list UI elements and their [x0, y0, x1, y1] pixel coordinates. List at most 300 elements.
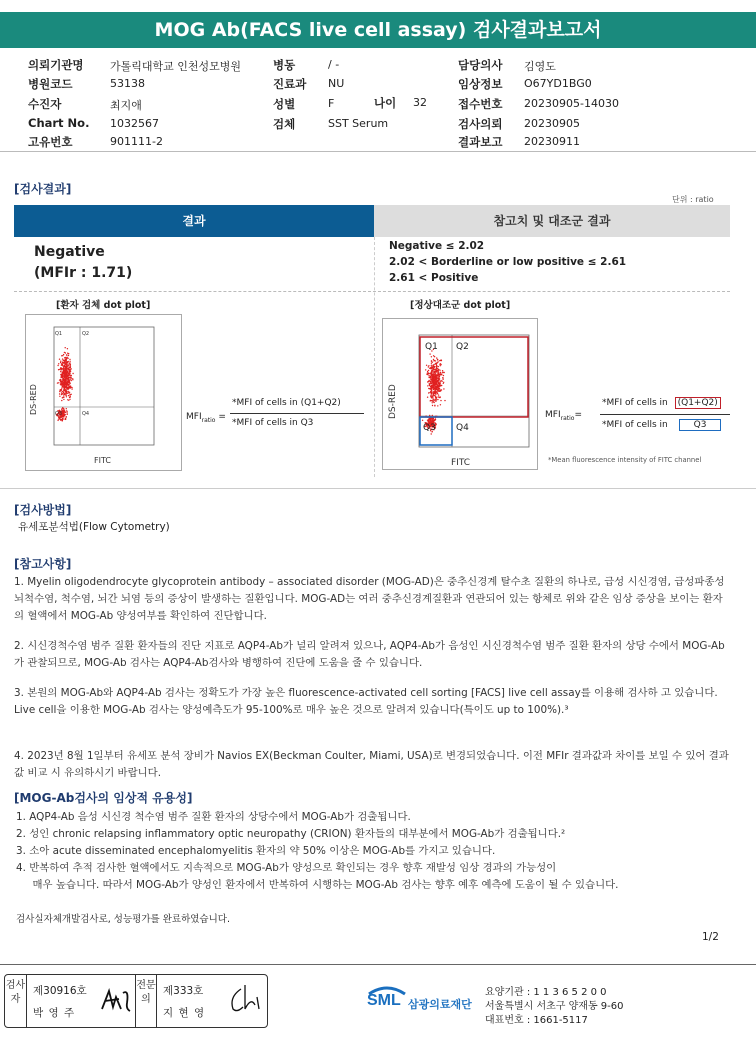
dot — [435, 386, 436, 387]
dot — [434, 390, 435, 391]
result-heading: [검사결과] — [14, 182, 72, 196]
info-value: 901111-2 — [110, 135, 163, 148]
dot — [428, 392, 429, 393]
dot — [64, 388, 65, 389]
dot — [65, 347, 66, 348]
dot — [435, 395, 436, 396]
dot — [68, 353, 69, 354]
patient-dot-plot-frame — [25, 314, 182, 471]
dot — [432, 415, 433, 416]
result-mfir: (MFIr : 1.71) — [34, 265, 133, 281]
dot — [440, 400, 441, 401]
validation-note: 검사실자체개발검사로, 성능평가를 완료하였습니다. — [16, 914, 230, 925]
dot — [67, 387, 68, 388]
dot — [67, 348, 68, 349]
dot — [433, 419, 434, 420]
dot — [68, 377, 69, 378]
dot — [429, 383, 430, 384]
dot — [430, 385, 431, 386]
note-1: 1. Myelin oligodendrocyte glycoprotein antibody – associated disorder (MOG-AD)은 중추신경계 탈수초 질환의 하나로, 급성 시신경염, 급성파종성 뇌척수염, 척수염, 뇌간 뇌염 등의 증상이 발생하는 질환입니다. MOG-AD는 여러 중추신경계질환과 연관되어 있는 항체로 위와 같은 임상 증상을 보이는 환자의 혈액에서 MOG-Ab 양성여부를 확인하여 진단합니다. — [14, 576, 725, 622]
dot — [433, 377, 434, 378]
dot — [66, 416, 67, 417]
dot — [69, 361, 70, 362]
dot — [64, 366, 65, 367]
tester-label: 검사자 — [5, 975, 27, 1027]
control-q1: Q1 — [425, 342, 438, 352]
dot — [69, 399, 70, 400]
dot — [437, 362, 438, 363]
info-key: 진료과 — [273, 77, 307, 91]
dot — [66, 364, 67, 365]
dot — [61, 375, 62, 376]
dot — [433, 379, 434, 380]
dot — [431, 368, 432, 369]
dot — [67, 362, 68, 363]
dot — [434, 393, 435, 394]
dot — [58, 369, 59, 370]
dot — [68, 375, 69, 376]
dot — [442, 379, 443, 380]
dot — [65, 380, 66, 381]
dot — [70, 369, 71, 370]
tester-name: 박 영 주 — [33, 1007, 76, 1019]
dot — [57, 365, 58, 366]
dot — [61, 369, 62, 370]
sml-logo-text: SML — [367, 992, 401, 1009]
mfi-note: *Mean fluorescence intensity of FITC channel — [548, 456, 702, 464]
dot — [438, 396, 439, 397]
dot — [431, 377, 432, 378]
dot — [62, 393, 63, 394]
utility-item-3: 3. 소아 acute disseminated encephalomyelitis 환자의 약 50% 이상은 MOG-Ab를 가지고 있습니다. — [16, 845, 496, 857]
dot — [440, 372, 441, 373]
dot — [439, 374, 440, 375]
dot — [69, 387, 70, 388]
divider — [0, 151, 756, 152]
dot — [434, 356, 435, 357]
dot — [61, 400, 62, 401]
dot — [436, 368, 437, 369]
dot — [64, 419, 65, 420]
patient-mfi-label: $MFI_{ratio}$ = — [186, 412, 226, 424]
control-dot-plot-frame — [382, 318, 538, 470]
dot — [65, 374, 66, 375]
dot — [68, 395, 69, 396]
dot — [430, 378, 431, 379]
info-key: 검체 — [273, 117, 296, 131]
info-value: / - — [328, 58, 340, 71]
ref-borderline: 2.02 < Borderline or low positive ≤ 2.61 — [389, 256, 627, 268]
dot — [63, 385, 64, 386]
dot — [439, 370, 440, 371]
dot — [434, 402, 435, 403]
control-plot-label: [정상대조군 dot plot] — [410, 300, 511, 311]
patient-mfi-numerator: *MFI of cells in (Q1+Q2) — [232, 398, 341, 408]
dot — [430, 377, 431, 378]
dot — [430, 395, 431, 396]
age-label: 나이 — [374, 96, 397, 110]
dot — [431, 396, 432, 397]
dot — [427, 371, 428, 372]
dot — [63, 415, 64, 416]
dot — [58, 363, 59, 364]
dot — [432, 397, 433, 398]
utility-item-4-cont: 매우 높습니다. 따라서 MOG-Ab가 양성인 환자에서 반복하여 시행하는 MOG-Ab 검사는 향후 예후 예측에 도움이 될 수 있습니다. — [16, 879, 619, 891]
control-dot-plot — [383, 319, 537, 469]
dot — [427, 385, 428, 386]
dot — [66, 367, 67, 368]
control-mfi-denominator: *MFI of cells in Q3 — [602, 420, 721, 430]
dot — [431, 383, 432, 384]
dot — [64, 414, 65, 415]
tester-no: 제30916호 — [33, 985, 87, 997]
age-value: 32 — [413, 96, 427, 109]
patient-q1: Q1 — [55, 331, 63, 337]
divider — [0, 488, 756, 489]
control-mfi-label: $MFI_{ratio}=$ — [545, 410, 582, 422]
dot — [71, 377, 72, 378]
info-key: 검사의뢰 — [458, 117, 503, 131]
dot — [439, 376, 440, 377]
dot — [62, 378, 63, 379]
dot — [62, 415, 63, 416]
report-title: MOG Ab(FACS live cell assay) 검사결과보고서 — [0, 12, 756, 48]
info-key: 접수번호 — [458, 97, 503, 111]
info-value: 1032567 — [110, 117, 159, 130]
dot — [433, 368, 434, 369]
dot — [436, 370, 437, 371]
dot — [67, 378, 68, 379]
dot — [62, 420, 63, 421]
dot — [439, 381, 440, 382]
dot — [67, 414, 68, 415]
dot — [63, 370, 64, 371]
dot — [431, 385, 432, 386]
dot — [428, 375, 429, 376]
dot — [442, 372, 443, 373]
dot — [70, 364, 71, 365]
dot — [432, 405, 433, 406]
dot — [64, 360, 65, 361]
info-value: SST Serum — [328, 117, 389, 130]
dot — [67, 381, 68, 382]
dot — [431, 393, 432, 394]
dot — [64, 393, 65, 394]
dot — [66, 379, 67, 380]
tester-signature-icon — [99, 985, 133, 1015]
info-key: 고유번호 — [28, 135, 73, 149]
dot — [434, 371, 435, 372]
patient-q4: Q4 — [82, 411, 90, 417]
dot — [432, 420, 433, 421]
dot — [432, 369, 433, 370]
dot — [61, 377, 62, 378]
dot — [68, 355, 69, 356]
specialist-signature-icon — [227, 983, 265, 1017]
dot — [437, 374, 438, 375]
info-value: 가톨릭대학교 인천성모병원 — [110, 60, 242, 73]
dot — [434, 405, 435, 406]
dot — [65, 383, 66, 384]
dot — [69, 395, 70, 396]
utility-item-1: 1. AQP4-Ab 음성 시신경 척수염 범주 질환 환자의 상당수에서 MOG-Ab가 검출됩니다. — [16, 811, 411, 823]
dot — [440, 404, 441, 405]
info-value: O67YD1BG0 — [524, 77, 592, 90]
dot — [436, 391, 437, 392]
dot — [439, 360, 440, 361]
dot — [431, 356, 432, 357]
info-value: 20230905 — [524, 117, 580, 130]
ref-negative: Negative ≤ 2.02 — [389, 240, 485, 252]
dot — [433, 383, 434, 384]
dot — [61, 355, 62, 356]
info-key: 수진자 — [28, 97, 62, 111]
dot — [61, 389, 62, 390]
dot — [61, 419, 62, 420]
dot — [431, 376, 432, 377]
note-4: 4. 2023년 8월 1일부터 유세포 분석 장비가 Navios EX(Beckman Coulter, Miami, USA)로 변경되었습니다. 이전 MFIr 결과값과 차이를 보일 수 있어 결과값 비교 시 유의하시기 바랍니다. — [14, 750, 729, 779]
reference-col-header: 참고치 및 대조군 결과 — [374, 205, 730, 237]
dot — [64, 376, 65, 377]
dot — [431, 380, 432, 381]
sml-logo — [367, 986, 403, 1020]
dot — [430, 382, 431, 383]
dot — [63, 413, 64, 414]
dot — [427, 397, 428, 398]
dot — [435, 419, 436, 420]
dot — [439, 388, 440, 389]
dot — [61, 364, 62, 365]
info-key: 의뢰기관명 — [28, 58, 84, 72]
dot — [67, 365, 68, 366]
control-y-axis: DS-RED — [388, 384, 398, 419]
dot — [444, 372, 445, 373]
dot — [435, 399, 436, 400]
dot — [64, 411, 65, 412]
note-3: 3. 본원의 MOG-Ab와 AQP4-Ab 검사는 정확도가 가장 높은 fluorescence-activated cell sorting [FACS] live cell assay를 이용해 검사하 고 있습니다. Live cell을 이용한 MOG-Ab 검사는 양성예측도가 95-100%로 매우 높은 것으로 알려져 있습니다(특이도 up to 100%).³ — [14, 687, 718, 716]
dot — [444, 400, 445, 401]
dot — [428, 365, 429, 366]
dot — [66, 360, 67, 361]
dot — [61, 388, 62, 389]
method-text: 유세포분석법(Flow Cytometry) — [18, 521, 170, 533]
dot — [436, 363, 437, 364]
patient-q2: Q2 — [82, 331, 90, 337]
org-code: 요양기관 : 1 1 3 6 5 2 0 0 — [485, 987, 607, 998]
dot — [61, 383, 62, 384]
info-key: Chart No. — [28, 116, 90, 130]
control-mfi-num-box: (Q1+Q2) — [675, 397, 721, 409]
dot — [436, 376, 437, 377]
dot — [62, 374, 63, 375]
dot — [429, 392, 430, 393]
dot — [440, 383, 441, 384]
dot — [436, 389, 437, 390]
dot — [437, 380, 438, 381]
dot — [65, 391, 66, 392]
dot — [432, 401, 433, 402]
dot — [431, 433, 432, 434]
patient-mfi-denominator: *MFI of cells in Q3 — [232, 418, 314, 428]
dot — [63, 380, 64, 381]
dot — [67, 384, 68, 385]
info-value: 김영도 — [524, 60, 556, 73]
dot — [437, 393, 438, 394]
dot — [443, 383, 444, 384]
info-value: NU — [328, 77, 345, 90]
control-q4: Q4 — [456, 423, 469, 433]
patient-y-axis: DS-RED — [29, 384, 38, 415]
dot — [433, 389, 434, 390]
dot — [439, 378, 440, 379]
dot — [63, 368, 64, 369]
dot — [427, 373, 428, 374]
dot — [60, 367, 61, 368]
dot — [431, 363, 432, 364]
dot — [442, 377, 443, 378]
dot — [58, 418, 59, 419]
dot — [433, 393, 434, 394]
dot — [429, 353, 430, 354]
dot — [69, 371, 70, 372]
dot — [434, 380, 435, 381]
dot — [69, 374, 70, 375]
dot — [66, 358, 67, 359]
dot — [69, 359, 70, 360]
info-value: 20230905-14030 — [524, 97, 619, 110]
dot — [62, 358, 63, 359]
info-key: 임상정보 — [458, 77, 503, 91]
dot — [68, 391, 69, 392]
dot — [68, 368, 69, 369]
dot — [432, 402, 433, 403]
dot — [71, 375, 72, 376]
specialist-label: 전문의 — [135, 975, 157, 1027]
control-x-axis: FITC — [451, 458, 471, 468]
dot — [59, 396, 60, 397]
dot — [428, 420, 429, 421]
dot — [441, 360, 442, 361]
info-key: 담당의사 — [458, 58, 503, 72]
utility-item-4: 4. 반복하여 추적 검사한 혈액에서도 지속적으로 MOG-Ab가 양성으로 확인되는 경우 향후 재발성 임상 경과의 가능성이 — [16, 862, 557, 874]
dot — [428, 388, 429, 389]
dot — [434, 379, 435, 380]
dot — [436, 357, 437, 358]
dot — [59, 390, 60, 391]
dot — [432, 381, 433, 382]
dot — [434, 360, 435, 361]
dot — [63, 372, 64, 373]
dot — [438, 366, 439, 367]
dot — [70, 371, 71, 372]
dot — [64, 352, 65, 353]
dot — [69, 381, 70, 382]
dot — [436, 371, 437, 372]
dot — [437, 405, 438, 406]
dot — [433, 359, 434, 360]
patient-dot-plot — [26, 315, 181, 470]
control-mfi-bar — [600, 414, 730, 415]
patient-mfi-bar — [230, 413, 364, 414]
info-value: 최지애 — [110, 99, 142, 112]
dot — [66, 396, 67, 397]
dot — [427, 381, 428, 382]
dot — [431, 389, 432, 390]
dot — [436, 397, 437, 398]
dot — [427, 374, 428, 375]
specialist-name: 지 현 영 — [163, 1007, 206, 1019]
org-phone: 대표번호 : 1661-5117 — [485, 1015, 588, 1026]
dot — [63, 399, 64, 400]
dot — [442, 370, 443, 371]
dot — [62, 410, 63, 411]
dot — [62, 391, 63, 392]
note-2: 2. 시신경척수염 범주 질환 환자들의 진단 지표로 AQP4-Ab가 널리 알려져 있으나, AQP4-Ab가 음성인 시신경척수염 범주 질환 환자의 상당 수에서 MOG-Ab가 관찰되므로, MOG-Ab 검사는 AQP4-Ab검사와 병행하여 진단에 도움을 줄 수 있습니다. — [14, 640, 725, 669]
dot — [443, 375, 444, 376]
dot — [59, 369, 60, 370]
dot — [428, 370, 429, 371]
info-value: 20230911 — [524, 135, 580, 148]
dot — [437, 359, 438, 360]
dot — [70, 366, 71, 367]
dot — [63, 392, 64, 393]
info-key: 병동 — [273, 58, 296, 72]
dot — [425, 369, 426, 370]
unit-label: 단위 : ratio — [672, 195, 714, 204]
patient-x-axis: FITC — [94, 456, 111, 465]
dot — [71, 394, 72, 395]
dot — [67, 393, 68, 394]
dot — [437, 385, 438, 386]
dot — [66, 354, 67, 355]
dot — [60, 384, 61, 385]
dot — [433, 375, 434, 376]
dot — [60, 361, 61, 362]
dot — [437, 399, 438, 400]
dot — [66, 410, 67, 411]
dot — [66, 394, 67, 395]
dot — [440, 381, 441, 382]
control-q3: Q3 — [423, 423, 436, 433]
dot — [72, 373, 73, 374]
dot — [438, 394, 439, 395]
info-key: 성별 — [273, 97, 296, 111]
dot — [63, 395, 64, 396]
info-value: F — [328, 97, 335, 110]
dot — [66, 408, 67, 409]
control-q2: Q2 — [456, 342, 469, 352]
dot — [441, 389, 442, 390]
dot — [59, 393, 60, 394]
method-heading: [검사방법] — [14, 503, 72, 517]
dot — [59, 419, 60, 420]
result-value: Negative — [34, 244, 105, 260]
control-mfi-numerator: *MFI of cells in (Q1+Q2) — [602, 398, 721, 408]
utility-item-2: 2. 성인 chronic relapsing inflammatory optic neuropathy (CRION) 환자들의 대부분에서 MOG-Ab가 검출됩니다.² — [16, 828, 566, 840]
dot — [63, 366, 64, 367]
dot — [430, 419, 431, 420]
dot — [432, 365, 433, 366]
info-value: 53138 — [110, 77, 145, 90]
patient-q3: Q3 — [55, 411, 63, 417]
dot — [443, 388, 444, 389]
dot — [72, 379, 73, 380]
dot — [432, 362, 433, 363]
dot — [60, 362, 61, 363]
dot — [434, 387, 435, 388]
dot — [435, 375, 436, 376]
dot — [432, 387, 433, 388]
